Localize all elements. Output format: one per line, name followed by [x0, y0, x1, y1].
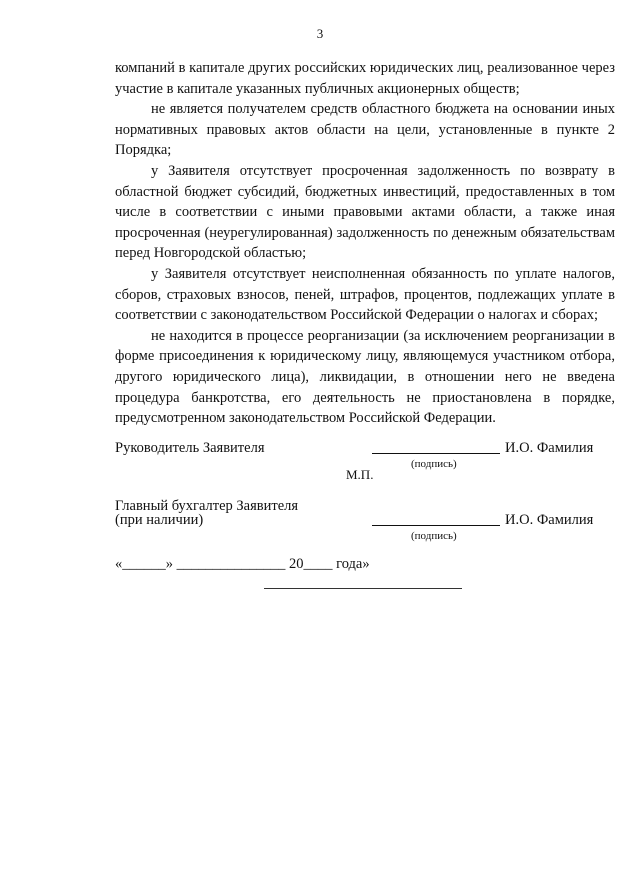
date-line: «______» _______________ 20____ года»: [115, 556, 370, 572]
head-signature-label: Руководитель Заявителя: [115, 440, 265, 456]
accountant-signature-caption: (подпись): [411, 530, 457, 542]
stamp-mark: М.П.: [346, 467, 374, 482]
paragraph-taxes: у Заявителя отсутствует неисполненная обязанность по уплате налогов, сборов, страховых взносов, пеней, штрафов, процентов, подлежащих уплате в соответствии с законодательством Российской Федерации о налогах и сборах;: [115, 265, 615, 324]
end-divider: [264, 588, 462, 589]
page-number: 3: [316, 26, 324, 41]
head-signature-name: И.О. Фамилия: [505, 440, 594, 456]
paragraph-debt: у Заявителя отсутствует просроченная задолженность по возврату в областной бюджет субсидий, бюджетных инвестиций, предоставленных в том числе в соответствии с иными правовыми актами области, а также иная просроченная (неурегулированная) задолженность по денежным обязательствам перед Новгородской областью;: [115, 162, 615, 262]
head-signature-line: [372, 453, 500, 454]
accountant-signature-line: [372, 525, 500, 526]
paragraph-budget: не является получателем средств областного бюджета на основании иных нормативных правовых актов области на цели, установленные в пункте 2 Порядка;: [115, 101, 615, 159]
head-signature-caption: (подпись): [411, 458, 457, 470]
paragraph-reorganization: не находится в процессе реорганизации (за исключением реорганизации в форме присоединения к юридическому лицу, являющемуся участником отбора, другого юридического лица), ликвидации, в отношении него не введена процедура банкротства, его деятельность не приостановлена в порядке, предусмотренном законодательством Российской Федерации.: [115, 327, 615, 427]
paragraph-continuation: компаний в капитале других российских юридических лиц, реализованное через участие в капитале указанных публичных акционерных обществ;: [115, 60, 615, 97]
accountant-signature-label: Главный бухгалтер Заявителя: [115, 498, 299, 514]
body-text: [115, 58, 615, 429]
accountant-signature-name: И.О. Фамилия: [505, 512, 594, 528]
accountant-signature-note: (при наличии): [115, 512, 204, 528]
